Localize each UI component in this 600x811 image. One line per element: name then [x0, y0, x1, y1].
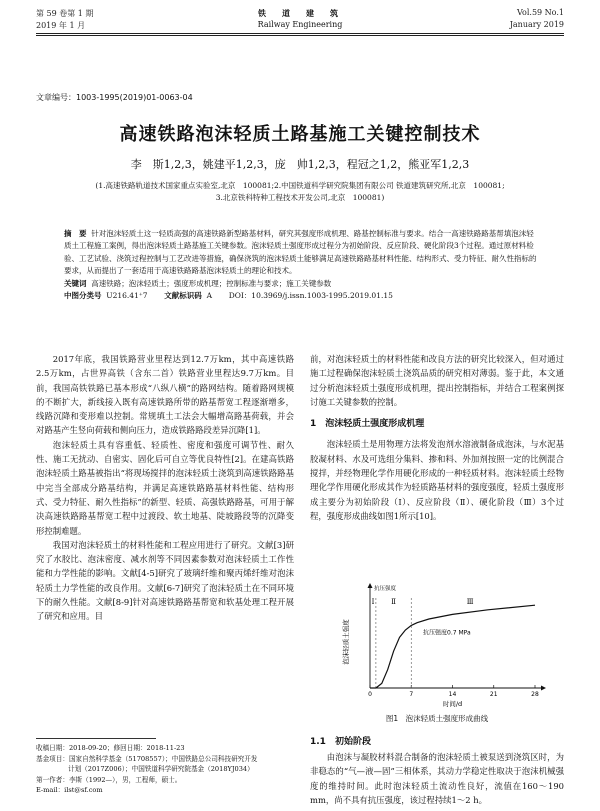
section-1-1-body — [310, 750, 564, 807]
right-column — [310, 352, 564, 523]
doc-code-value: A — [206, 291, 212, 301]
footnote-email: E-mail：ilst@sf.com — [36, 786, 103, 795]
x-tick-label: 21 — [489, 691, 498, 698]
footnotes — [36, 743, 296, 796]
figure-caption: 图1 泡沫轻质土强度形成曲线 — [385, 714, 489, 723]
header-date-cn: 2019 年 1 月 — [36, 21, 86, 30]
stage-label: Ⅲ — [466, 598, 474, 606]
header-journal-en: Railway Engineering — [257, 20, 343, 29]
x-axis-label: 时间/d — [442, 700, 463, 708]
footnote-funding-cont: 计划（2017Z006）；中国铁道科学研究院基金（2018YJ034） — [68, 765, 254, 774]
clc-value: U216.41⁺7 — [106, 291, 148, 301]
paragraph: 我国对泡沫轻质土的材料性能和工程应用进行了研究。文献[3]研究了水胶比、泡沫密度、减水剂等不同因素参数对泡沫轻质土工作性能和力学性能的影响。文献[4-5]研究了玻璃纤维和聚丙烯纤维对泡沫轻质土力学性能的改良作用。文献[6-7]研究了泡沫轻质土在不同环境下的耐久性能。文献[8-9]针对高速铁路路基帮宽和软基处理工程开展了研究和应用。目 — [36, 539, 294, 622]
footnote-funding: 基金项目：国家自然科学基金（51708557）；中国铁路总公司科技研究开发 — [36, 754, 258, 763]
x-tick-label: 0 — [368, 691, 372, 698]
abstract-label: 摘 要 — [64, 229, 87, 238]
article-number: 文章编号：1003-1995(2019)01-0063-04 — [36, 93, 193, 102]
affiliations — [40, 180, 560, 204]
keywords-text: 高速铁路；泡沫轻质土；强度形成机理；控制标准与要求；施工关键参数 — [91, 278, 332, 288]
paper-title: 高速铁路泡沫轻质土路基施工关键控制技术 — [119, 124, 481, 145]
x-axis-arrow — [541, 686, 546, 691]
affiliation-line: 3.北京铁科特种工程技术开发公司,北京 100081) — [215, 193, 385, 202]
y-axis-arrow-label: 抗压强度 — [374, 586, 397, 592]
strength-curve — [370, 605, 535, 688]
y-axis-arrow — [368, 583, 373, 588]
header-rule-thin — [36, 35, 564, 36]
clc-label: 中图分类号 — [64, 291, 102, 301]
paragraph: 2017年底，我国铁路营业里程达到12.7万km，其中高速铁路2.5万km，占世界高铁（含东二首）铁路营业里程达9.7万km。目前，我国高铁铁路已基本形成“八纵八横”的路网结构。随着路网规模的不断扩大，新线接入既有高速铁路所带的路基帮宽工程逐渐增多，线路沉降和变形难以控制。常规填土工法会大幅增高路基荷载，并会对路基产生竖向荷载和侧向压力，造成铁路路段差异沉降[1]。 — [36, 354, 294, 436]
abstract — [64, 228, 540, 278]
x-tick-label: 7 — [409, 691, 414, 698]
curve-annotation: 抗压强度0.7 MPa — [423, 629, 471, 637]
strength-curve-chart — [340, 580, 550, 710]
abstract-block — [64, 228, 540, 302]
doi: DOI：10.3969/j.issn.1003-1995.2019.01.15 — [228, 291, 393, 301]
header-volume-cn: 第 59 卷第 1 期 — [36, 9, 94, 18]
x-tick-label: 28 — [531, 691, 539, 698]
stage-label: Ⅰ — [371, 598, 375, 606]
header-volume-en: Vol.59 No.1 — [517, 8, 564, 17]
footnote-bio: 第一作者：李斯（1992—），男，工程师，硕士。 — [36, 775, 182, 784]
classification — [64, 290, 540, 302]
x-tick-label: 14 — [448, 691, 457, 698]
footnote-rule — [36, 738, 156, 739]
affiliation-line: (1.高速铁路轨道技术国家重点实验室,北京 100081;2.中国铁道科学研究院集团有限公司 铁道建筑研究所,北京 100081; — [95, 181, 505, 190]
stage-label: Ⅱ — [391, 598, 396, 606]
section-1-1-title: 1.1 初始阶段 — [310, 737, 371, 747]
header-date-en: January 2019 — [509, 20, 564, 29]
doc-code-label: 文献标识码 — [164, 291, 202, 301]
left-column — [36, 352, 294, 624]
keywords — [64, 278, 540, 290]
header-rule — [36, 33, 564, 34]
section-1-title: 1 泡沫轻质土强度形成机理 — [310, 419, 425, 430]
paragraph: 泡沫轻质土具有容重低、轻质性、密度和强度可调节性、耐久性、施工无扰动、自密实、固化后可自立等优良特性[2]。在建高铁路泡沫轻质土路基被指出“将现场搅拌的泡沫轻质土浇筑到高速铁路路基中完当全部成分路基结构，并满足高速铁路路基材料性能、结构形式、受力特征、耐久性指标”的新型、轻质、高强铁路路基，可用于解决高速铁路路基帮宽工程中过渡段、软土地基、陡坡路段等的沉降变形控制难题。 — [36, 439, 294, 536]
authors: 李 斯1,2,3，姚建平1,2,3，庞 帅1,2,3，程冠之1,2，熊亚军1,2,3 — [130, 158, 470, 171]
paragraph: 前，对泡沫轻质土的材料性能和改良方法的研究比较深入，但对通过施工过程确保泡沫轻质土浇筑品质的研究相对薄弱。鉴于此，本文通过分析泡沫轻质土强度形成机理，提出控制指标，并结合工程案例探讨施工关键参数的控制。 — [310, 354, 564, 407]
keywords-label: 关键词 — [64, 278, 87, 288]
paragraph: 由泡沫与凝胶材料混合制备的泡沫轻质土被泵送到浇筑区时，为非稳态的“气—液—固”三相体系，其动力学稳定性取决于泡沫机械强度的维持时间。此时泡沫轻质土流动性良好，流值在160～190 mm，尚不具有抗压强度，该过程持续1～2 h。 — [310, 752, 564, 805]
footnote-received: 收稿日期：2018-09-20；修回日期：2018-11-23 — [36, 744, 185, 752]
abstract-text: 针对泡沫轻质土这一轻质高强的高速铁路新型路基材料，研究其强度形成机理、路基控制标准与要求。结合一高速铁路路基帮填泡沫轻质土工程施工案例，得出泡沫轻质土路基施工关键参数。泡沫轻质土强度形成过程分为初始阶段、反应阶段、硬化阶段3个过程。通过原材料检验、工艺试验、浇筑过程控制与工艺改进等措施，确保浇筑的泡沫轻质土能够满足高速铁路路基材料性能、结构形式、受力特征、耐久性指标的要求，从而提出了一套适用于高速铁路路基泡沫轻质土的理论和技术。 — [64, 229, 537, 276]
paragraph: 泡沫轻质土是用物理方法将发泡剂水溶液制备成泡沫，与水泥基胶凝材料、水及可选组分集料、掺和料、外加剂按照一定的比例混合搅拌，并经物理化学作用硬化形成的一种轻质材料。泡沫轻质土经物理化学作用硬化形成其作为轻质路基材料的强度强度，轻质土强度形成主要分为初始阶段（Ⅰ）、反应阶段（Ⅱ）、硬化阶段（Ⅲ）3个过程，强度形成曲线如图1所示[10]。 — [310, 439, 564, 521]
y-axis-label: 泡沫轻质土强度 — [342, 619, 350, 665]
header-journal-cn: 铁 道 建 筑 — [258, 8, 342, 18]
